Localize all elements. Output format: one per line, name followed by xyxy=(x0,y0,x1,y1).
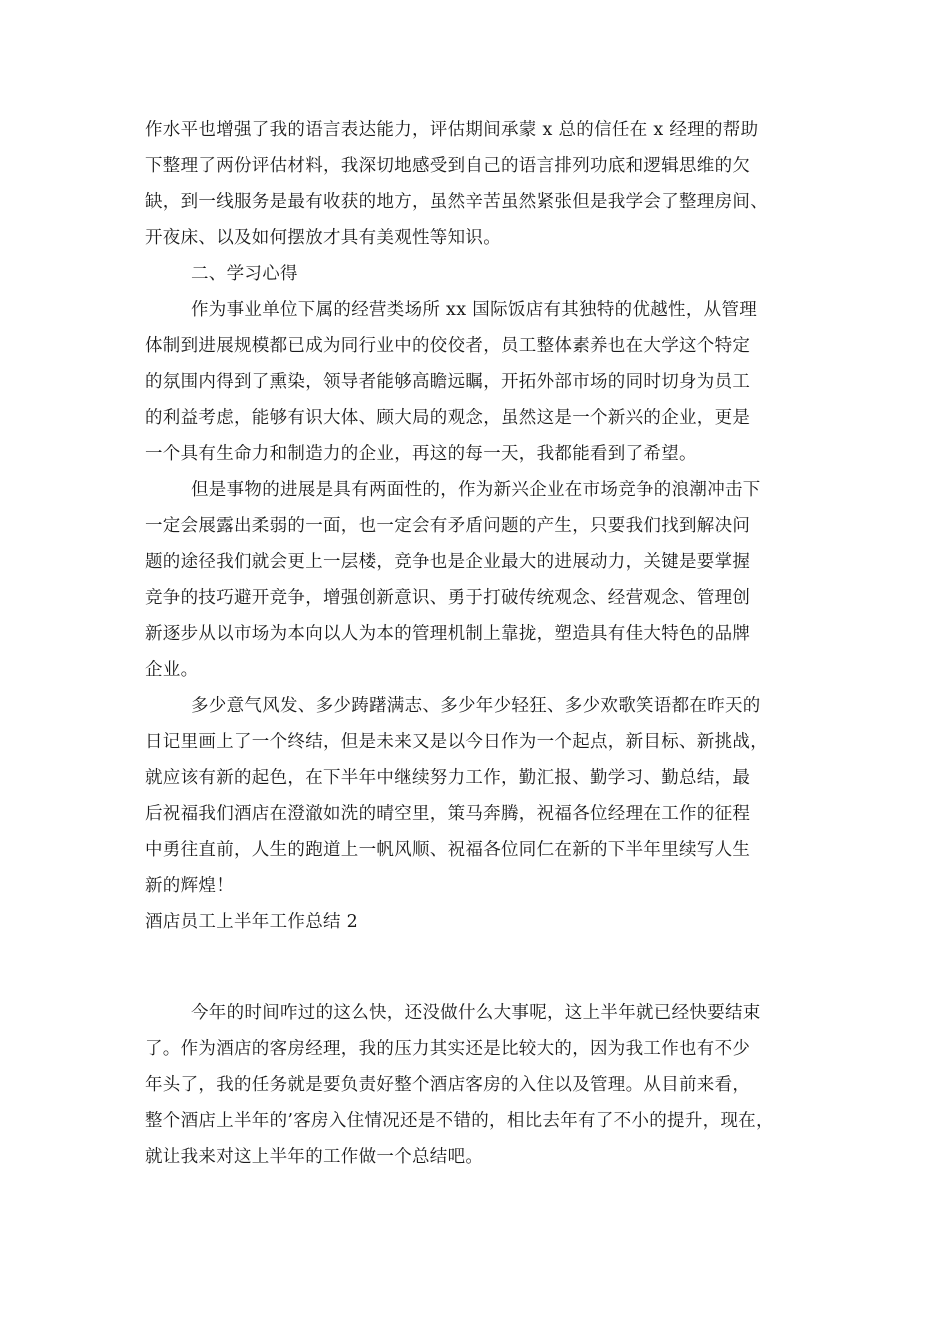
paragraph-line: 竞争的技巧避开竞争，增强创新意识、勇于打破传统观念、经营观念、管理创 xyxy=(145,588,751,608)
paragraph-line: 开夜床、以及如何摆放才具有美观性等知识。 xyxy=(145,228,501,248)
paragraph-line: 后祝福我们酒店在澄澈如洗的晴空里，策马奔腾，祝福各位经理在工作的征程 xyxy=(145,804,751,824)
paragraph-line: 体制到进展规模都已成为同行业中的佼佼者，员工整体素养也在大学这个特定 xyxy=(145,336,751,356)
paragraph-line: 作水平也增强了我的语言表达能力，评估期间承蒙 x 总的信任在 x 经理的帮助 xyxy=(145,120,759,140)
paragraph-line: 题的途径我们就会更上一层楼，竞争也是企业最大的进展动力，关键是要掌握 xyxy=(145,552,751,572)
paragraph-line: 今年的时间咋过的这么快，还没做什么大事呢，这上半年就已经快要结束 xyxy=(191,1003,761,1023)
paragraph-line: 的利益考虑，能够有识大体、顾大局的观念，虽然这是一个新兴的企业，更是 xyxy=(145,408,751,428)
document-heading: 酒店员工上半年工作总结 2 xyxy=(145,912,359,932)
paragraph-line: 年头了，我的任务就是要负责好整个酒店客房的入住以及管理。从目前来看， xyxy=(145,1075,751,1095)
paragraph-line: 的氛围内得到了熏染，领导者能够高瞻远瞩，开拓外部市场的同时切身为员工 xyxy=(145,372,751,392)
paragraph-line: 整个酒店上半年的’客房入住情况还是不错的，相比去年有了不小的提升，现在， xyxy=(145,1111,774,1131)
paragraph-line: 一定会展露出柔弱的一面，也一定会有矛盾问题的产生，只要我们找到解决问 xyxy=(145,516,751,536)
section-heading: 二、学习心得 xyxy=(191,264,298,284)
paragraph-line: 了。作为酒店的客房经理，我的压力其实还是比较大的，因为我工作也有不少 xyxy=(145,1039,751,1059)
paragraph-line: 日记里画上了一个终结，但是未来又是以今日作为一个起点，新目标、新挑战， xyxy=(145,732,768,752)
paragraph-line: 下整理了两份评估材料，我深切地感受到自己的语言排列功底和逻辑思维的欠 xyxy=(145,156,751,176)
paragraph-line: 中勇往直前，人生的跑道上一帆风顺、祝福各位同仁在新的下半年里续写人生 xyxy=(145,840,751,860)
paragraph-line: 多少意气风发、多少踌躇满志、多少年少轻狂、多少欢歌笑语都在昨天的 xyxy=(191,696,761,716)
paragraph-line: 但是事物的进展是具有两面性的，作为新兴企业在市场竞争的浪潮冲击下 xyxy=(191,480,761,500)
paragraph-line: 企业。 xyxy=(145,660,199,680)
paragraph-line: 新逐步从以市场为本向以人为本的管理机制上靠拢，塑造具有佳大特色的品牌 xyxy=(145,624,751,644)
paragraph-line: 就应该有新的起色，在下半年中继续努力工作，勤汇报、勤学习、勤总结，最 xyxy=(145,768,751,788)
paragraph-line: 一个具有生命力和制造力的企业，再这的每一天，我都能看到了希望。 xyxy=(145,444,697,464)
paragraph-line: 作为事业单位下属的经营类场所 xx 国际饭店有其独特的优越性，从管理 xyxy=(191,300,758,320)
paragraph-line: 缺，到一线服务是最有收获的地方，虽然辛苦虽然紧张但是我学会了整理房间、 xyxy=(145,192,768,212)
paragraph-line: 就让我来对这上半年的工作做一个总结吧。 xyxy=(145,1147,484,1167)
paragraph-line: 新的辉煌！ xyxy=(145,876,234,896)
